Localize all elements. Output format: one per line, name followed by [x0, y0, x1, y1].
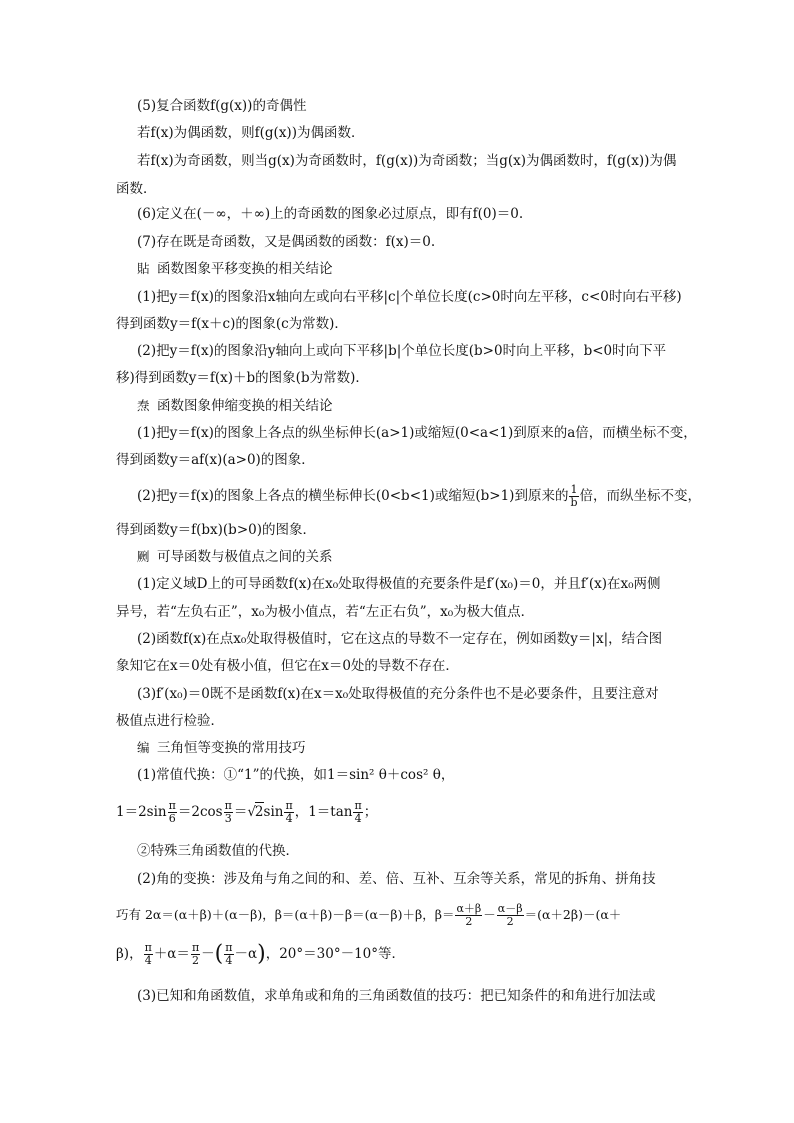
section-marker: 貼	[137, 261, 150, 276]
text-line: (3)已知和角函数值，求单角或和角的三角函数值的技巧：把已知条件的和角进行加法或	[137, 988, 656, 1004]
formula-line: β)， $\frac{\pi}{4}$ ＋α＝ $\frac{\pi}{2}$ －( $\frac{\pi}{4}$ －α)，20°＝30°－10°等．	[116, 941, 406, 967]
fraction: $\frac{\alpha+\beta}{2}$	[456, 902, 482, 928]
text-line: (1)常值代换：①“1”的代换，如1＝sin² θ＋cos² θ，	[137, 767, 455, 783]
fraction: $\frac{\pi}{4}$	[285, 799, 293, 825]
text-line: (1)把y＝f(x)的图象上各点的纵坐标伸长(a>1)或缩短(0<a<1)到原来的a倍，而横坐标不变，	[137, 425, 697, 441]
section-marker: 焘	[137, 398, 150, 413]
text-line: (6)定义在(－∞，＋∞)上的奇函数的图象必过原点，即有f(0)＝0.	[137, 206, 524, 222]
section-heading: 劂 可导函数与极值点之间的关系	[137, 549, 333, 565]
fraction: $\frac{\pi}{3}$	[224, 799, 232, 825]
text-line: 若f(x)为奇函数，则当g(x)为奇函数时，f(g(x))为奇函数；当g(x)为偶函数时，f(g(x))为偶	[137, 153, 677, 169]
text-line: 得到函数y＝af(x)(a>0)的图象．	[116, 452, 315, 468]
section-heading: 貼 函数图象平移变换的相关结论	[137, 261, 333, 277]
text-line: (2)把y＝f(x)的图象沿y轴向上或向下平移|b|个单位长度(b>0时向上平移，b<0时向下平	[137, 343, 667, 359]
text-line: 极值点进行检验．	[116, 713, 224, 729]
fraction: $\frac{\pi}{6}$	[168, 799, 176, 825]
text-line: 象知它在x＝0处有极小值，但它在x＝0处的导数不存在．	[116, 658, 459, 674]
fraction: $\frac{\pi}{2}$	[191, 941, 200, 967]
text-line: 异号，若“左负右正”，x₀为极小值点，若“左正右负”，x₀为极大值点．	[116, 604, 535, 620]
fraction: $\frac{\pi}{4}$	[144, 941, 152, 967]
text-line: (5)复合函数f(g(x))的奇偶性	[137, 98, 307, 114]
fraction: $\frac{\pi}{4}$	[354, 799, 362, 825]
text-line: (2)角的变换：涉及角与角之间的和、差、倍、互补、互余等关系，常见的拆角、拼角技	[137, 871, 656, 887]
text-line: (7)存在既是奇函数，又是偶函数的函数：f(x)＝0.	[137, 234, 436, 250]
text-line: 函数．	[116, 181, 157, 197]
text-line: 得到函数y＝f(x＋c)的图象(c为常数)．	[116, 316, 348, 332]
text-line: 移)得到函数y＝f(x)＋b的图象(b为常数)．	[116, 370, 369, 386]
fraction: $\frac{\alpha-\beta}{2}$	[497, 902, 523, 928]
text-line: ②特殊三角函数值的代换．	[137, 843, 299, 859]
section-heading: 编 三角恒等变换的常用技巧	[137, 740, 306, 756]
formula-line: 巧有 2α＝(α＋β)＋(α－β)，β＝(α＋β)－β＝(α－β)＋β，β＝ $\frac{\alpha+\beta}{2}$ － $\frac{\alpha-\beta}{2}$ ＝(α＋2β)－(α＋	[116, 902, 622, 928]
fraction: $\frac{1}{b}$	[570, 483, 578, 509]
section-marker: 编	[137, 740, 150, 755]
text-line: (1)把y＝f(x)的图象沿x轴向左或向右平移|c|个单位长度(c>0时向左平移，c<0时向右平移)	[137, 289, 682, 305]
text-line: 得到函数y＝f(bx)(b>0)的图象．	[116, 522, 316, 538]
sqrt-symbol: √	[247, 804, 256, 820]
section-heading: 焘 函数图象伸缩变换的相关结论	[137, 398, 333, 414]
section-marker: 劂	[137, 549, 150, 564]
fraction: $\frac{\pi}{4}$	[225, 941, 233, 967]
text-line: (2)把y＝f(x)的图象上各点的横坐标伸长(0<b<1)或缩短(b>1)到原来的 $\frac{1}{b}$ 倍，而纵坐标不变，	[137, 483, 701, 509]
text-line: (2)函数f(x)在点x₀处取得极值时，它在这点的导数不一定存在，例如函数y＝|x|，结合图	[137, 631, 663, 647]
text-line: (3)f′(x₀)＝0既不是函数f(x)在x＝x₀处取得极值的充分条件也不是必要条件，且要注意对	[137, 686, 659, 702]
formula-line: 1＝2sin $\frac{\pi}{6}$ ＝2cos $\frac{\pi}{3}$ ＝√2sin $\frac{\pi}{4}$ ，1＝tan $\frac{\pi}{4}$ ；	[116, 799, 378, 825]
text-line: (1)定义域D上的可导函数f(x)在x₀处取得极值的充要条件是f′(x₀)＝0，并且f′(x)在x₀两侧	[137, 576, 661, 592]
text-line: 若f(x)为偶函数，则f(g(x))为偶函数．	[137, 125, 365, 141]
